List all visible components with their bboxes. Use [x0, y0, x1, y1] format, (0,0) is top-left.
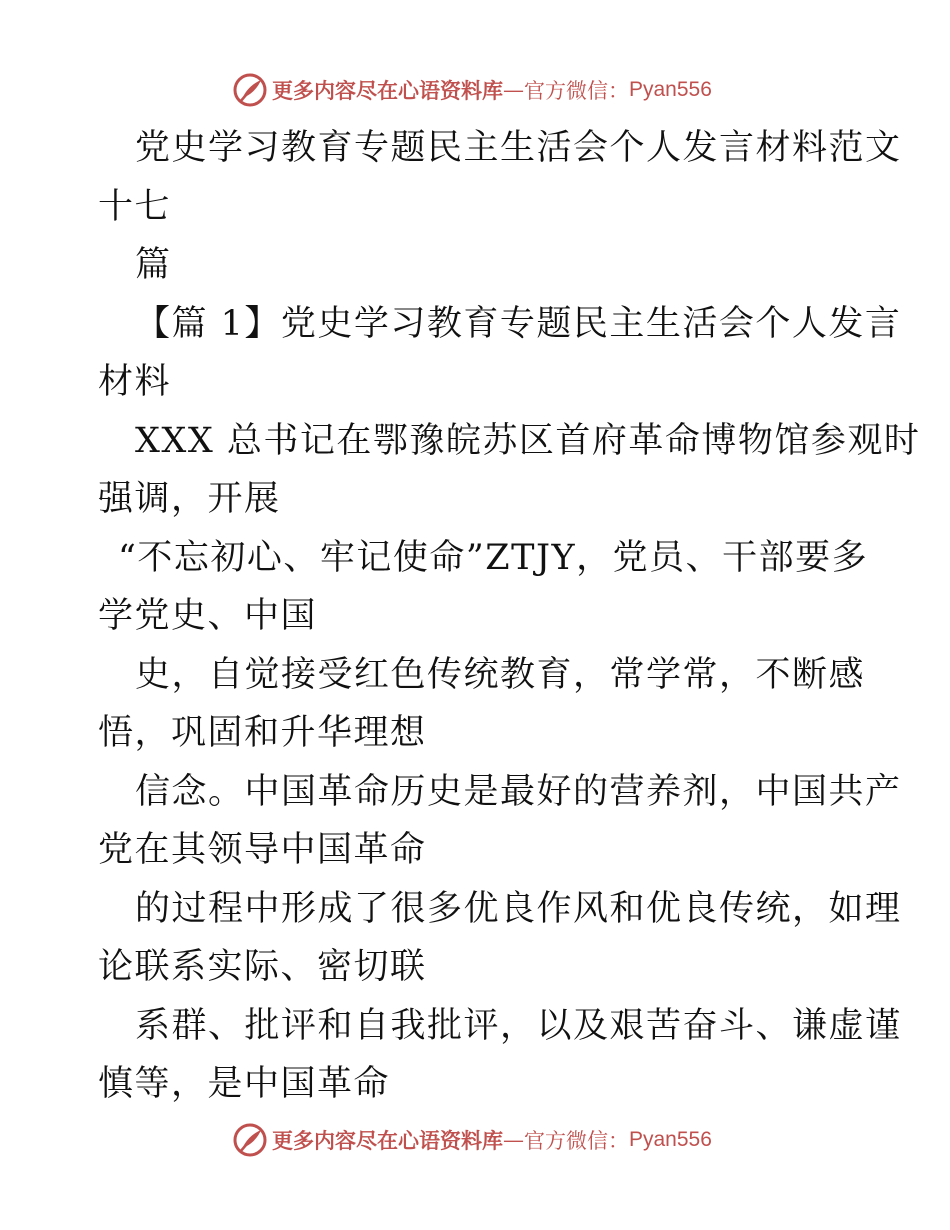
watermark-main-text: 更多内容尽在心语资料库	[272, 1128, 503, 1153]
paragraph-line: 慎等，是中国革命	[98, 1064, 391, 1104]
paragraph-line: 党在其领导中国革命	[98, 830, 427, 870]
document-title-line-1: 党史学习教育专题民主生活会个人发言材料范文	[135, 128, 902, 168]
paragraph-line: 学党史、中国	[98, 596, 318, 636]
watermark-main-text: 更多内容尽在心语资料库	[272, 78, 503, 103]
paragraph-line: “不忘初心、牢记使命”ZTJY，党员、干部要多	[118, 538, 869, 578]
section-heading-line-1: 【篇 1】党史学习教育专题民主生活会个人发言	[135, 304, 902, 344]
footer-watermark	[232, 1120, 712, 1160]
paragraph-line: 悟，巩固和升华理想	[98, 713, 427, 753]
paragraph-line: 信念。中国革命历史是最好的营养剂，中国共产	[135, 772, 902, 812]
paragraph-line: 系群、批评和自我批评，以及艰苦奋斗、谦虚谨	[135, 1006, 902, 1046]
section-heading-line-2: 材料	[98, 362, 172, 402]
feather-pen-circle-icon	[232, 1122, 268, 1158]
watermark-sub-text: 官方微信：	[524, 79, 629, 103]
watermark-wechat-id: Pyan556	[629, 78, 712, 101]
watermark-dash: —	[503, 78, 524, 102]
watermark-sub-text: 官方微信：	[524, 1129, 629, 1153]
paragraph-line: 的过程中形成了很多优良作风和优良传统，如理	[135, 889, 902, 929]
document-title-line-2: 十七	[98, 187, 172, 227]
paragraph-line: 强调，开展	[98, 479, 281, 519]
watermark-dash: —	[503, 1128, 524, 1152]
paragraph-line: XXX 总书记在鄂豫皖苏区首府革命博物馆参观时	[135, 421, 921, 461]
paragraph-line: 论联系实际、密切联	[98, 947, 427, 987]
paragraph-line: 史，自觉接受红色传统教育，常学常，不断感	[135, 655, 866, 695]
document-title-line-3: 篇	[135, 245, 172, 285]
watermark-wechat-id: Pyan556	[629, 1128, 712, 1151]
